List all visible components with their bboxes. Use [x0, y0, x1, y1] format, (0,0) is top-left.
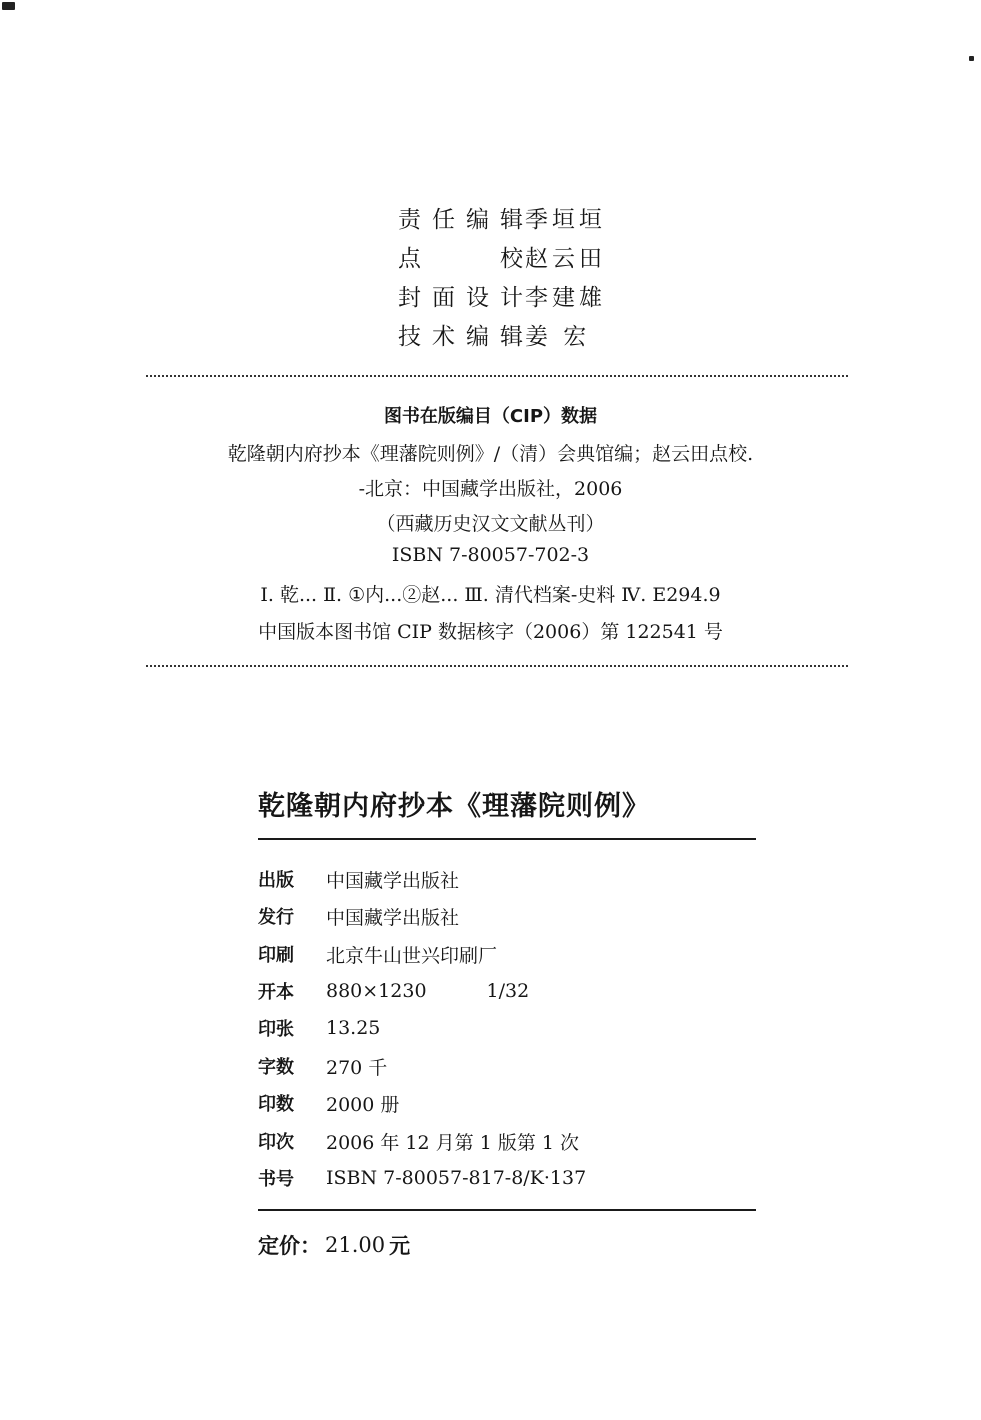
cip-line-5: Ⅰ. 乾... Ⅱ. ①内...②赵... Ⅲ. 清代档案-史料 Ⅳ. E294.9	[260, 584, 721, 606]
info-label: 印次	[258, 1132, 294, 1153]
scan-speck	[969, 56, 974, 61]
info-label: 印刷	[258, 945, 294, 966]
credit-row	[398, 198, 606, 237]
info-label: 印数	[258, 1094, 294, 1115]
info-value: 北京牛山世兴印刷厂	[326, 944, 498, 967]
credit-role: 封面设计	[398, 285, 525, 311]
credit-name: 赵云田	[525, 246, 606, 272]
info-value: 中国藏学出版社	[326, 906, 460, 929]
info-row-isbn	[258, 1163, 586, 1193]
credit-row	[398, 315, 606, 354]
info-value: 2000 册	[326, 1093, 400, 1116]
info-row-publisher	[258, 864, 459, 894]
cip-line-2: -北京：中国藏学出版社，2006	[358, 478, 623, 500]
credit-row	[398, 276, 606, 315]
dotted-divider-bottom	[146, 665, 848, 667]
info-value: 270 千	[326, 1056, 388, 1079]
info-label: 开本	[258, 982, 294, 1003]
credits-block	[398, 198, 606, 354]
info-row-wordcount	[258, 1051, 387, 1081]
info-label: 发行	[258, 907, 294, 928]
info-extra: 1/32	[486, 980, 530, 1002]
cip-line-1: 乾隆朝内府抄本《理藩院则例》/（清）会典馆编；赵云田点校.	[227, 443, 754, 465]
info-value: 2006 年 12 月第 1 版第 1 次	[326, 1131, 579, 1154]
price-rule	[258, 1209, 756, 1211]
price-label: 定价：	[258, 1234, 321, 1258]
credit-name: 姜 宏	[525, 324, 591, 350]
info-row-distributor	[258, 901, 459, 931]
info-label: 书号	[258, 1169, 294, 1190]
info-label: 印张	[258, 1019, 294, 1040]
info-value: 中国藏学出版社	[326, 869, 460, 892]
info-row-printer	[258, 939, 497, 969]
credit-name: 李建雄	[525, 285, 606, 311]
dotted-divider-top	[146, 375, 848, 377]
scan-speck	[2, 2, 15, 10]
price-unit: 元	[389, 1234, 411, 1258]
price-row	[258, 1230, 410, 1260]
credit-name: 季垣垣	[525, 207, 606, 233]
credit-role: 点校	[398, 246, 525, 272]
credit-role: 责任编辑	[398, 207, 525, 233]
info-label: 出版	[258, 870, 294, 891]
info-label: 字数	[258, 1057, 294, 1078]
book-title: 乾隆朝内府抄本《理藩院则例》	[258, 791, 650, 822]
title-rule	[258, 838, 756, 840]
info-value: 13.25	[326, 1017, 381, 1039]
price-value: 21.00	[325, 1233, 386, 1257]
cip-line-4: ISBN 7-80057-702-3	[391, 544, 590, 566]
info-value: ISBN 7-80057-817-8/K·137	[326, 1167, 587, 1189]
credit-row	[398, 237, 606, 276]
cip-title: 图书在版编目（CIP）数据	[383, 406, 598, 427]
info-row-format	[258, 976, 529, 1006]
info-row-sheets	[258, 1013, 380, 1043]
info-value: 880×1230	[326, 980, 427, 1002]
cip-line-6: 中国版本图书馆 CIP 数据核字（2006）第 122541 号	[258, 621, 723, 643]
cip-line-3: （西藏历史汉文文献丛刊）	[376, 513, 605, 535]
info-row-edition	[258, 1126, 579, 1156]
info-row-printrun	[258, 1088, 399, 1118]
credit-role: 技术编辑	[398, 324, 525, 350]
